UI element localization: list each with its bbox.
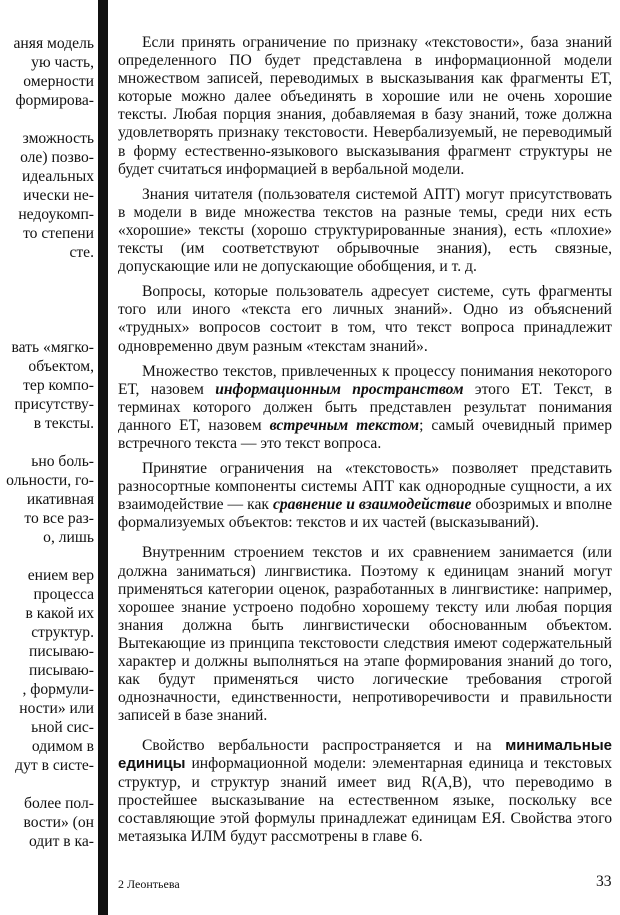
page-main-text	[118, 34, 612, 846]
left-fragment-line: ности» или	[19, 700, 94, 717]
left-fragment-line: присутству-	[14, 396, 94, 413]
paragraph-p5	[118, 460, 612, 532]
left-fragment-line: тер компо-	[23, 377, 94, 394]
left-fragment-line: ольности, го-	[6, 472, 94, 489]
paragraph-text: Свойство вербальности распространяется и на	[142, 737, 506, 755]
left-fragment-line: идеальных	[22, 168, 94, 185]
left-fragment-line: икативная	[26, 491, 94, 508]
left-fragment-line: то степени	[23, 225, 94, 242]
left-fragment-line: зможность	[22, 130, 94, 147]
printer-signature: 2 Леонтьева	[118, 877, 180, 891]
left-fragment-line: писываю-	[28, 662, 94, 679]
page-number: 33	[596, 873, 612, 890]
left-fragment-line: аняя модель	[13, 35, 94, 52]
paragraph-text: Внутренним строением текстов и их сравнением занимается (или должна заниматься) лингвистика. Поэтому к единицам знаний могут применяться категории оценок, разработанных в лингвистике: например, хорошее знание устроено подобно хорошему тексту или любая порция знания должна быть лингвистически обоснованным объектом. Вытекающие из принципа текстовости следствия имеют содержательный характер и должны выполняться на этапе формирования знаний до того, как будут применяться чисто логические требования строгой однозначности, единственности, непротиворечивости и правильности записей в базе знаний.	[118, 544, 612, 725]
paragraph-text: Если принять ограничение по признаку «текстовости», база знаний определенного ПО будет представлена в информационной модели множеством записей, переводимых в высказывания как фрагменты ЕТ, которые можно далее объединять в хорошие или не очень хорошие тексты. Любая порция знания, добавляемая в базу знаний, тоже должна удовлетворять признаку текстовости. Невербализуемый, не переводимый в форму естественно-языкового высказывания фрагмент структуры не будет считаться информацией в вербальной модели.	[118, 34, 612, 178]
paragraph-text: Знания читателя (пользователя системой АПТ) могут присутствовать в модели в виде множества текстов на разные темы, среди них есть «хорошие» тексты (хорошо структурированные знания), есть «плохие» тексты (им соответствуют обрывочные знания), есть связные, допускающие или не допускающие обобщения, и т. д.	[118, 185, 612, 276]
left-fragment-line: ую часть,	[31, 54, 94, 71]
paragraph-p3	[118, 283, 612, 355]
left-fragment-line: вости» (он	[23, 814, 94, 831]
term-emphasis: сравнение и взаимодействие	[272, 496, 472, 514]
left-fragment-line: одимом в	[31, 738, 94, 755]
term-emphasis: минимальные единицы	[118, 737, 612, 773]
left-fragment-line: вать «мягко-	[11, 339, 94, 356]
left-fragment-line: писываю-	[28, 643, 94, 660]
left-fragment-line: сте.	[69, 244, 94, 261]
paragraph-text: информационной модели: элементарная единица и текстовых структур, и структур знаний имеет вид R(A,B), что переводимо в простейшее высказывание на естественном языке, поскольку все составляющие этой формулы принадлежат единицам ЕЯ. Свойства этого метаязыка ИЛМ будут рассмотрены в главе 6.	[118, 755, 612, 845]
left-fragment-line: одит в ка-	[28, 833, 94, 850]
left-fragment-line: в какой их	[25, 605, 94, 622]
paragraph-text: Множество текстов, привлеченных к процессу понимания некоторого ЕТ, назовем	[118, 362, 612, 398]
left-fragment-line: омерности	[23, 73, 94, 90]
paragraph-p7	[118, 737, 612, 846]
previous-page-fragment	[0, 34, 96, 914]
term-emphasis: встречным текстом	[269, 416, 420, 434]
book-spine-shadow	[98, 0, 108, 915]
paragraph-p6	[118, 544, 612, 725]
left-fragment-line: ьной сис-	[31, 719, 94, 736]
left-fragment-line: , формули-	[22, 681, 94, 698]
paragraph-text: обозримых и вполне формализуемых объектов: текстов и их частей (высказываний).	[118, 496, 612, 532]
left-fragment-line: в тексты.	[33, 415, 94, 432]
paragraph-p4	[118, 363, 612, 453]
left-fragment-line: процесса	[33, 586, 94, 603]
left-fragment-line: объектом,	[28, 358, 94, 375]
left-fragment-line: структур.	[31, 624, 94, 641]
paragraph-p2	[118, 186, 612, 276]
paragraph-text: Принятие ограничения на «текстовость» позволяет представить разносортные компоненты системы АПТ как однородные сущности, а их взаимодействие — как	[118, 460, 612, 514]
left-fragment-line: недоукомп-	[18, 206, 94, 223]
left-fragment-line: более пол-	[24, 795, 94, 812]
left-fragment-line: ьно боль-	[31, 453, 94, 470]
paragraph-text: ; самый очевидный пример встречного текста — это текст вопроса.	[118, 416, 612, 452]
paragraph-p1	[118, 34, 612, 179]
left-fragment-line: дут в систе-	[15, 757, 94, 774]
left-fragment-line: о, лишь	[43, 529, 94, 546]
left-fragment-line: ически не-	[23, 187, 94, 204]
left-fragment-line: то все раз-	[24, 510, 94, 527]
left-fragment-line: формирова-	[15, 92, 94, 109]
term-emphasis: информационным пространством	[215, 380, 464, 398]
paragraph-text: Вопросы, которые пользователь адресует системе, суть фрагменты того или иного «текста его личных знаний». Одно из объяснений «трудных» вопросов состоит в том, что текст вопроса принадлежит одновременно двум разным «текстам знаний».	[118, 283, 612, 355]
paragraph-text: этого ЕТ. Текст, в терминах которого должен быть представлен результат понимания данного ЕТ, назовем	[118, 380, 612, 434]
left-fragment-line: оле) позво-	[20, 149, 94, 166]
left-fragment-line: ением вер	[27, 567, 94, 584]
